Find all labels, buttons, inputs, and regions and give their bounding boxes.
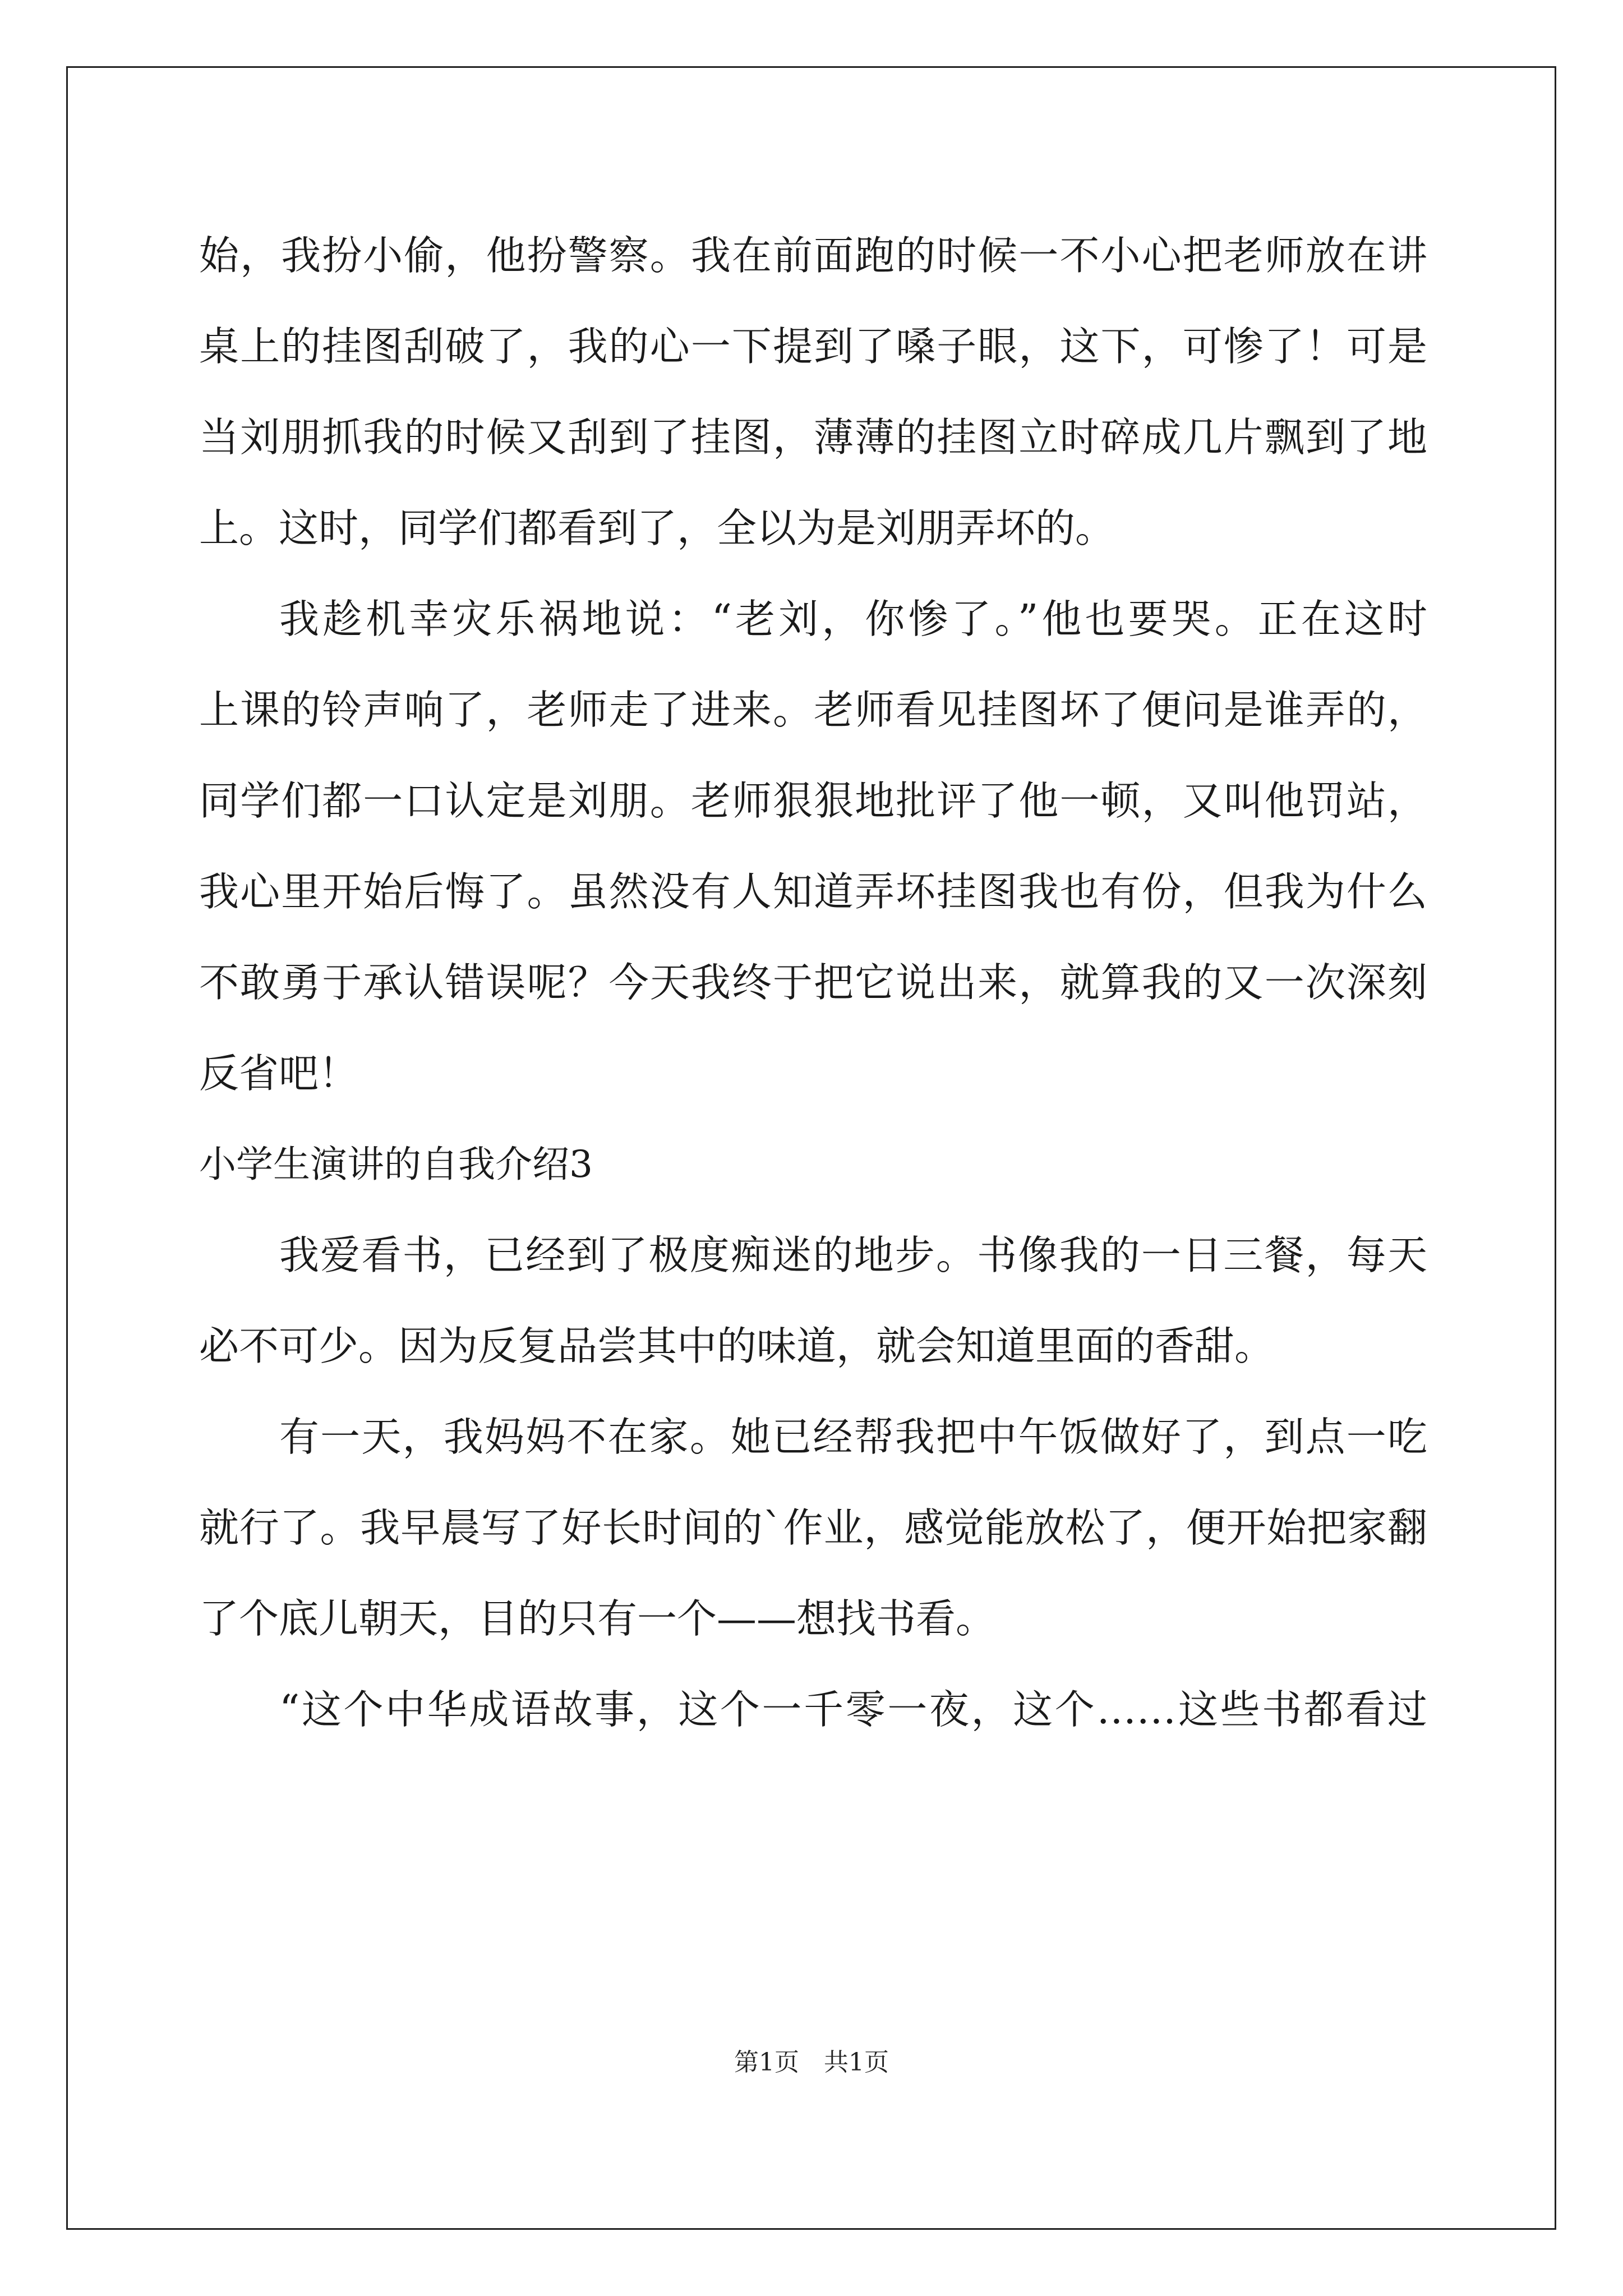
text-line: “这个中华成语故事，这个一千零一夜，这个……这些书都看过 [279, 1686, 1427, 1733]
text-line: 上课的铃声响了，老师走了进来。老师看见挂图坏了便问是谁弄的， [199, 687, 1427, 733]
text-line: 就行了。我早晨写了好长时间的`作业，感觉能放松了，便开始把家翻 [199, 1504, 1427, 1551]
text-line: 必不可少。因为反复品尝其中的味道，就会知道里面的香甜。 [199, 1323, 1275, 1369]
text-line: 同学们都一口认定是刘朋。老师狠狠地批评了他一顿，又叫他罚站， [199, 777, 1427, 824]
text-line: 始，我扮小偷，他扮警察。我在前面跑的时候一不小心把老师放在讲 [199, 232, 1427, 279]
document-body [199, 210, 1427, 1755]
text-line: 上。这时，同学们都看到了，全以为是刘朋弄坏的。 [199, 505, 1115, 551]
text-line: 我爱看书，已经到了极度痴迷的地步。书像我的一日三餐，每天 [279, 1232, 1427, 1278]
text-line: 我趁机幸灾乐祸地说：“老刘，你惨了。”他也要哭。正在这时 [279, 596, 1427, 642]
page-footer: 第1页 共1页 [734, 2048, 889, 2077]
text-line: 桌上的挂图刮破了，我的心一下提到了嗓子眼，这下，可惨了！可是 [199, 323, 1427, 370]
text-line: 当刘朋抓我的时候又刮到了挂图，薄薄的挂图立时碎成几片飘到了地 [199, 414, 1427, 461]
text-line: 有一天，我妈妈不在家。她已经帮我把中午饭做好了，到点一吃 [279, 1414, 1427, 1460]
text-line: 反省吧！ [199, 1050, 359, 1097]
text-line: 不敢勇于承认错误呢？今天我终于把它说出来，就算我的又一次深刻 [199, 959, 1427, 1006]
text-line: 我心里开始后悔了。虽然没有人知道弄坏挂图我也有份，但我为什么 [199, 868, 1427, 915]
text-line: 了个底儿朝天，目的只有一个——想找书看。 [199, 1595, 996, 1642]
section-heading: 小学生演讲的自我介绍3 [199, 1143, 593, 1186]
